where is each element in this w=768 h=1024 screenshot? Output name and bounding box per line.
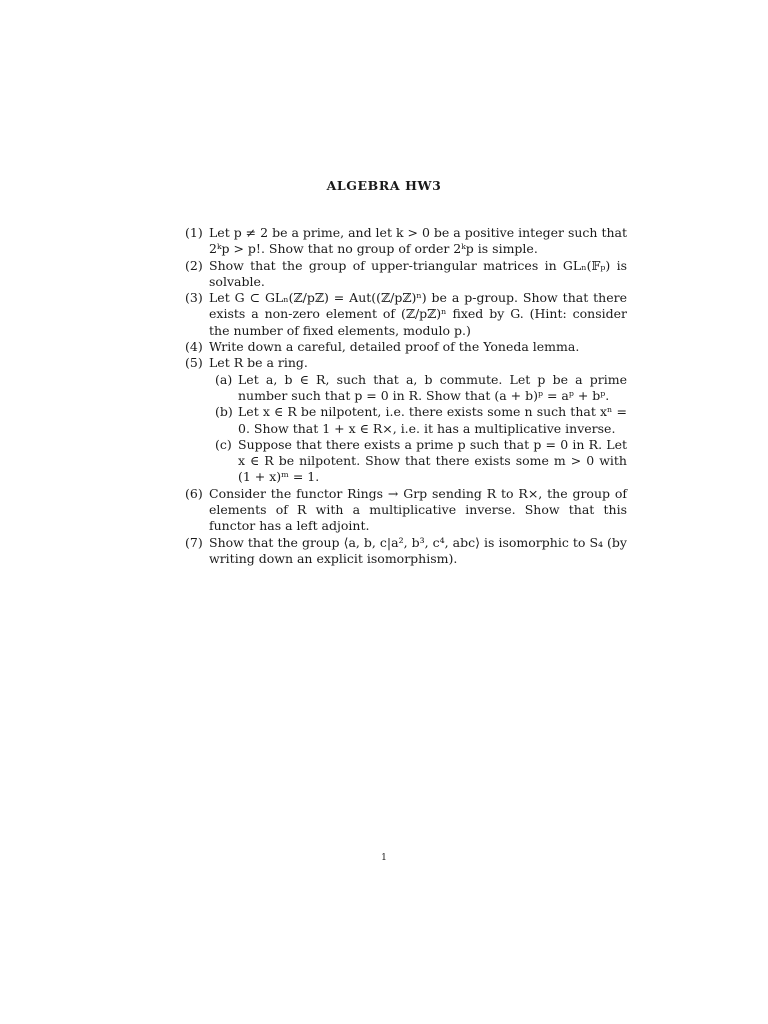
problem-number: (3) xyxy=(185,290,203,306)
problem-number: (6) xyxy=(185,485,203,501)
subproblem-c xyxy=(209,437,627,486)
subproblem-list xyxy=(209,372,627,486)
subproblem-letter: (c) xyxy=(215,436,232,452)
problem-7 xyxy=(185,535,627,568)
subproblem-text: Let a, b ∈ R, such that a, b commute. Let p be a prime number such that p = 0 in R. Show that (a + b)ᵖ = aᵖ + bᵖ. xyxy=(238,371,627,403)
problem-1 xyxy=(185,225,627,258)
problem-number: (7) xyxy=(185,534,203,550)
problem-text: Let G ⊂ GLₙ(ℤ/pℤ) = Aut((ℤ/pℤ)ⁿ) be a p-group. Show that there exists a non-zero element of (ℤ/pℤ)ⁿ fixed by G. (Hint: consider the number of fixed elements, modulo p.) xyxy=(209,290,627,338)
problem-text: Show that the group ⟨a, b, c|a², b³, c⁴, abc⟩ is isomorphic to S₄ (by writing down an explicit isomorphism). xyxy=(209,534,627,566)
problem-number: (1) xyxy=(185,225,203,240)
page-number: 1 xyxy=(381,853,387,863)
problem-text: Show that the group of upper-triangular matrices in GLₙ(𝔽ₚ) is solvable. xyxy=(209,257,627,289)
page-title: ALGEBRA HW3 xyxy=(326,178,442,193)
problem-4 xyxy=(185,339,627,355)
subproblem-text: Let x ∈ R be nilpotent, i.e. there exists some n such that xⁿ = 0. Show that 1 + x ∈ R×, i.e. it has a multiplicative inverse. xyxy=(238,404,627,436)
problem-2 xyxy=(185,258,627,291)
problem-5 xyxy=(185,355,627,485)
problem-text: Let p ≠ 2 be a prime, and let k > 0 be a positive integer such that 2ᵏp > p!. Show that no group of order 2ᵏp is simple. xyxy=(209,225,627,257)
problem-list xyxy=(185,225,627,567)
subproblem-text: Suppose that there exists a prime p such that p = 0 in R. Let x ∈ R be nilpotent. Show that there exists some m > 0 with (1 + x)ᵐ = 1. xyxy=(238,436,627,485)
problem-number: (2) xyxy=(185,257,203,273)
problem-text: Let R be a ring. xyxy=(209,355,308,371)
subproblem-letter: (a) xyxy=(215,371,233,387)
subproblem-a xyxy=(209,372,627,405)
problem-text: Write down a careful, detailed proof of the Yoneda lemma. xyxy=(209,339,580,355)
subproblem-letter: (b) xyxy=(215,404,233,420)
problem-3 xyxy=(185,290,627,339)
problem-number: (4) xyxy=(185,339,203,355)
problem-text: Consider the functor Rings → Grp sending R to R×, the group of elements of R with a multiplicative inverse. Show that this functor has a left adjoint. xyxy=(209,485,627,534)
problem-6 xyxy=(185,486,627,535)
subproblem-b xyxy=(209,404,627,437)
problem-number: (5) xyxy=(185,355,203,371)
